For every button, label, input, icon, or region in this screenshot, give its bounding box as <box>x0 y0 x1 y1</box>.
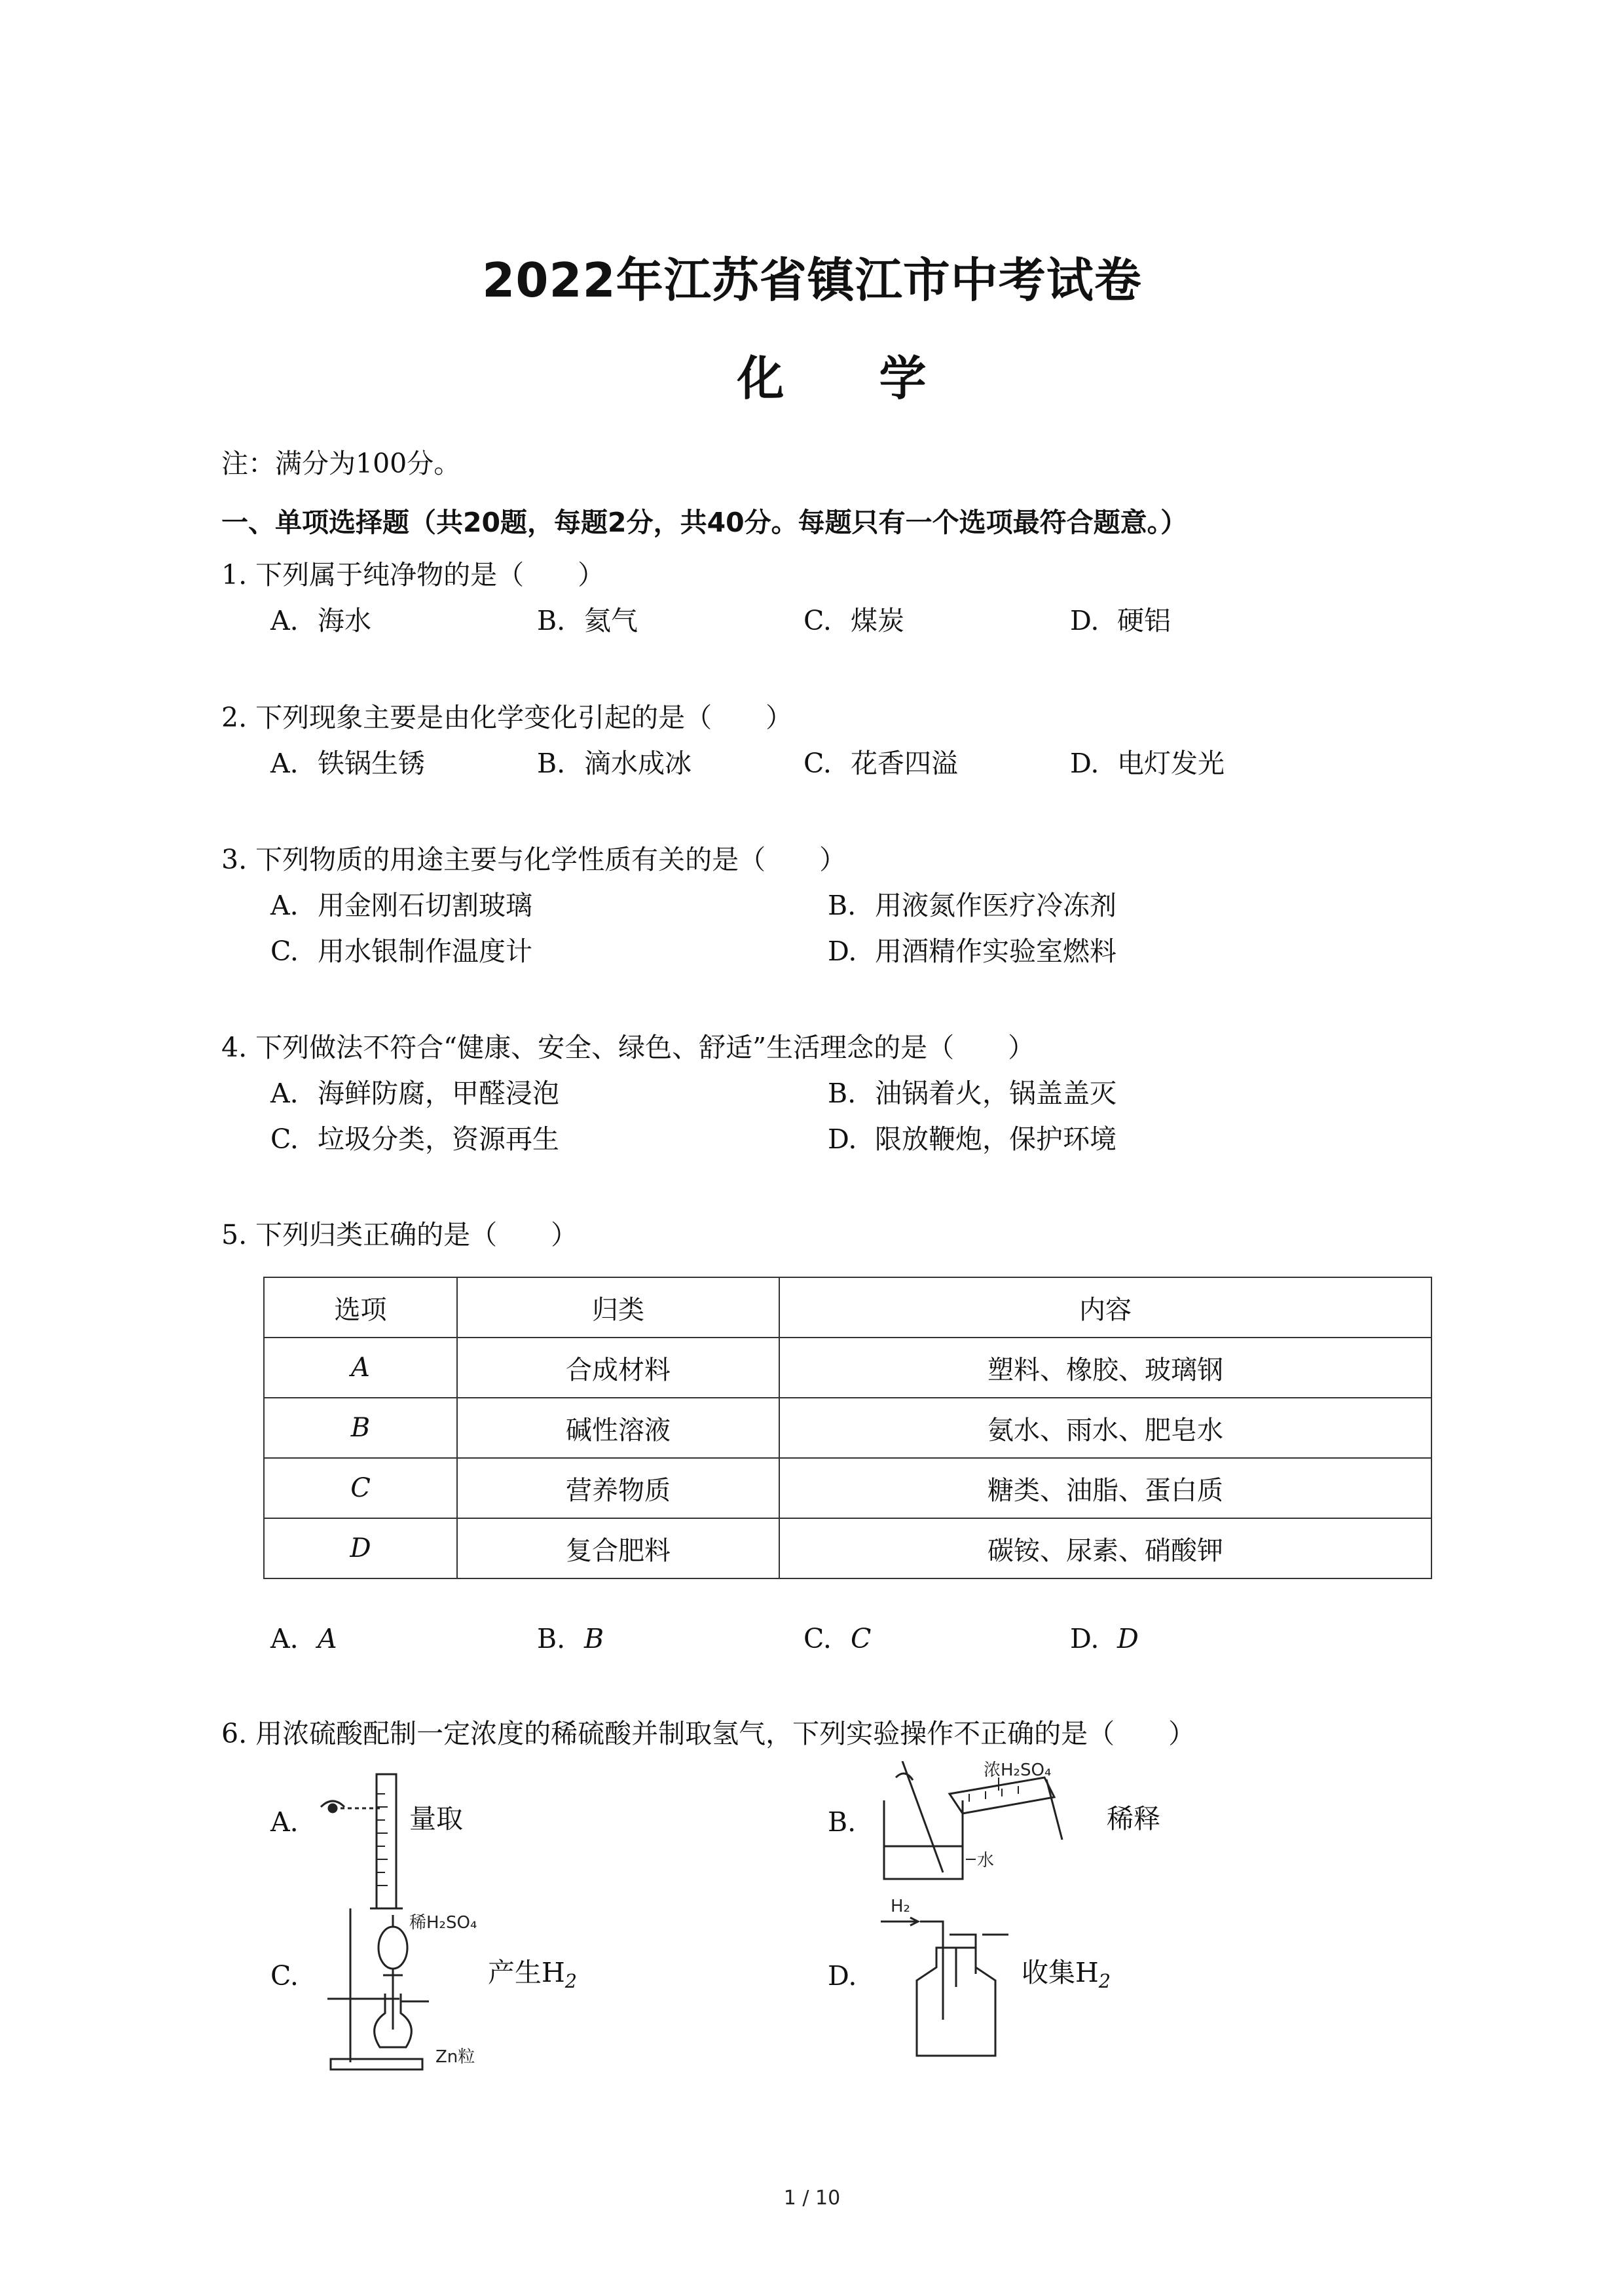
table-header-cell: 内容 <box>779 1277 1431 1338</box>
table-cell: C <box>264 1458 457 1518</box>
table-row <box>264 1518 1431 1578</box>
q6-option-b-text: 稀释 <box>1107 1803 1160 1834</box>
question-5-stem: 5. 下列归类正确的是（ ） <box>221 1219 578 1250</box>
classification-table <box>263 1277 1432 1579</box>
table-header-row <box>264 1277 1431 1338</box>
q4-option-b: B. 油锅着火，锅盖盖灭 <box>828 1078 1116 1109</box>
q6-option-b-letter: B. <box>828 1806 857 1838</box>
page-number: 1 / 10 <box>783 2187 841 2210</box>
q3-option-c: C. 用水银制作温度计 <box>270 936 532 967</box>
section-heading: 一、单项选择题（共20题，每题2分，共40分。每题只有一个选项最符合题意。） <box>221 507 1188 538</box>
q2-option-d: D. 电灯发光 <box>1070 748 1225 779</box>
table-cell: 营养物质 <box>457 1458 779 1518</box>
table-cell: D <box>264 1518 457 1578</box>
measuring-cylinder-figure <box>314 1768 426 1918</box>
q4-option-a: A. 海鲜防腐，甲醛浸泡 <box>270 1078 559 1109</box>
label-zinc: Zn粒 <box>435 2047 475 2067</box>
q3-option-b: B. 用液氮作医疗冷冻剂 <box>828 890 1116 921</box>
label-concentrated-acid: 浓H₂SO₄ <box>984 1761 1052 1780</box>
table-header-cell: 选项 <box>264 1277 457 1338</box>
table-cell: 复合肥料 <box>457 1518 779 1578</box>
q5-option-d: D. D <box>1070 1623 1139 1654</box>
question-1-stem: 1. 下列属于纯净物的是（ ） <box>221 559 605 591</box>
table-cell: B <box>264 1398 457 1458</box>
hydrogen-generator-figure <box>314 1902 511 2075</box>
q6-option-a-letter: A. <box>270 1806 299 1838</box>
exam-title: 2022年江苏省镇江市中考试卷 <box>482 253 1142 308</box>
q3-option-a: A. 用金刚石切割玻璃 <box>270 890 532 921</box>
q3-option-d: D. 用酒精作实验室燃料 <box>828 936 1116 967</box>
question-4-stem: 4. 下列做法不符合“健康、安全、绿色、舒适”生活理念的是（ ） <box>221 1032 1035 1063</box>
q6-option-d-letter: D. <box>828 1960 857 1992</box>
label-dilute-acid: 稀H₂SO₄ <box>409 1913 477 1933</box>
table-cell: 碳铵、尿素、硝酸钾 <box>779 1518 1431 1578</box>
q1-option-d: D. 硬铝 <box>1070 605 1171 636</box>
q6-option-c-text: 产生$H_2$ <box>488 1957 578 1993</box>
q1-option-a: A. 海水 <box>270 605 371 636</box>
label-water: 水 <box>977 1851 995 1870</box>
q6-option-a-text: 量取 <box>409 1803 463 1834</box>
table-row <box>264 1338 1431 1398</box>
question-6-stem: 6. 用浓硫酸配制一定浓度的稀硫酸并制取氢气，下列实验操作不正确的是（ ） <box>221 1718 1196 1749</box>
table-header-cell: 归类 <box>457 1277 779 1338</box>
label-hydrogen: H₂ <box>891 1897 910 1916</box>
question-3-stem: 3. 下列物质的用途主要与化学性质有关的是（ ） <box>221 844 847 875</box>
q1-option-c: C. 煤炭 <box>803 605 904 636</box>
q5-option-a: A. A <box>270 1623 337 1654</box>
table-cell: 合成材料 <box>457 1338 779 1398</box>
q2-option-c: C. 花香四溢 <box>803 748 958 779</box>
subject-title: 化 学 <box>737 351 966 406</box>
q6-option-d-text: 收集$H_2$ <box>1022 1957 1111 1993</box>
table-cell: 碱性溶液 <box>457 1398 779 1458</box>
q5-option-c: C. C <box>803 1623 872 1654</box>
table-cell: 塑料、橡胶、玻璃钢 <box>779 1338 1431 1398</box>
gas-collection-figure <box>877 1895 1028 2062</box>
q4-option-d: D. 限放鞭炮，保护环境 <box>828 1123 1116 1155</box>
table-cell: A <box>264 1338 457 1398</box>
note: 注：满分为100分。 <box>221 448 461 479</box>
q2-option-b: B. 滴水成冰 <box>537 748 692 779</box>
table-cell: 氨水、雨水、肥皂水 <box>779 1398 1431 1458</box>
dilution-figure <box>871 1761 1074 1892</box>
q1-option-b: B. 氦气 <box>537 605 638 636</box>
q5-option-b: B. B <box>537 1623 604 1654</box>
q6-option-c-letter: C. <box>270 1960 299 1992</box>
table-cell: 糖类、油脂、蛋白质 <box>779 1458 1431 1518</box>
q2-option-a: A. 铁锅生锈 <box>270 748 425 779</box>
question-2-stem: 2. 下列现象主要是由化学变化引起的是（ ） <box>221 702 793 733</box>
table-row <box>264 1458 1431 1518</box>
q4-option-c: C. 垃圾分类，资源再生 <box>270 1123 559 1155</box>
table-row <box>264 1398 1431 1458</box>
